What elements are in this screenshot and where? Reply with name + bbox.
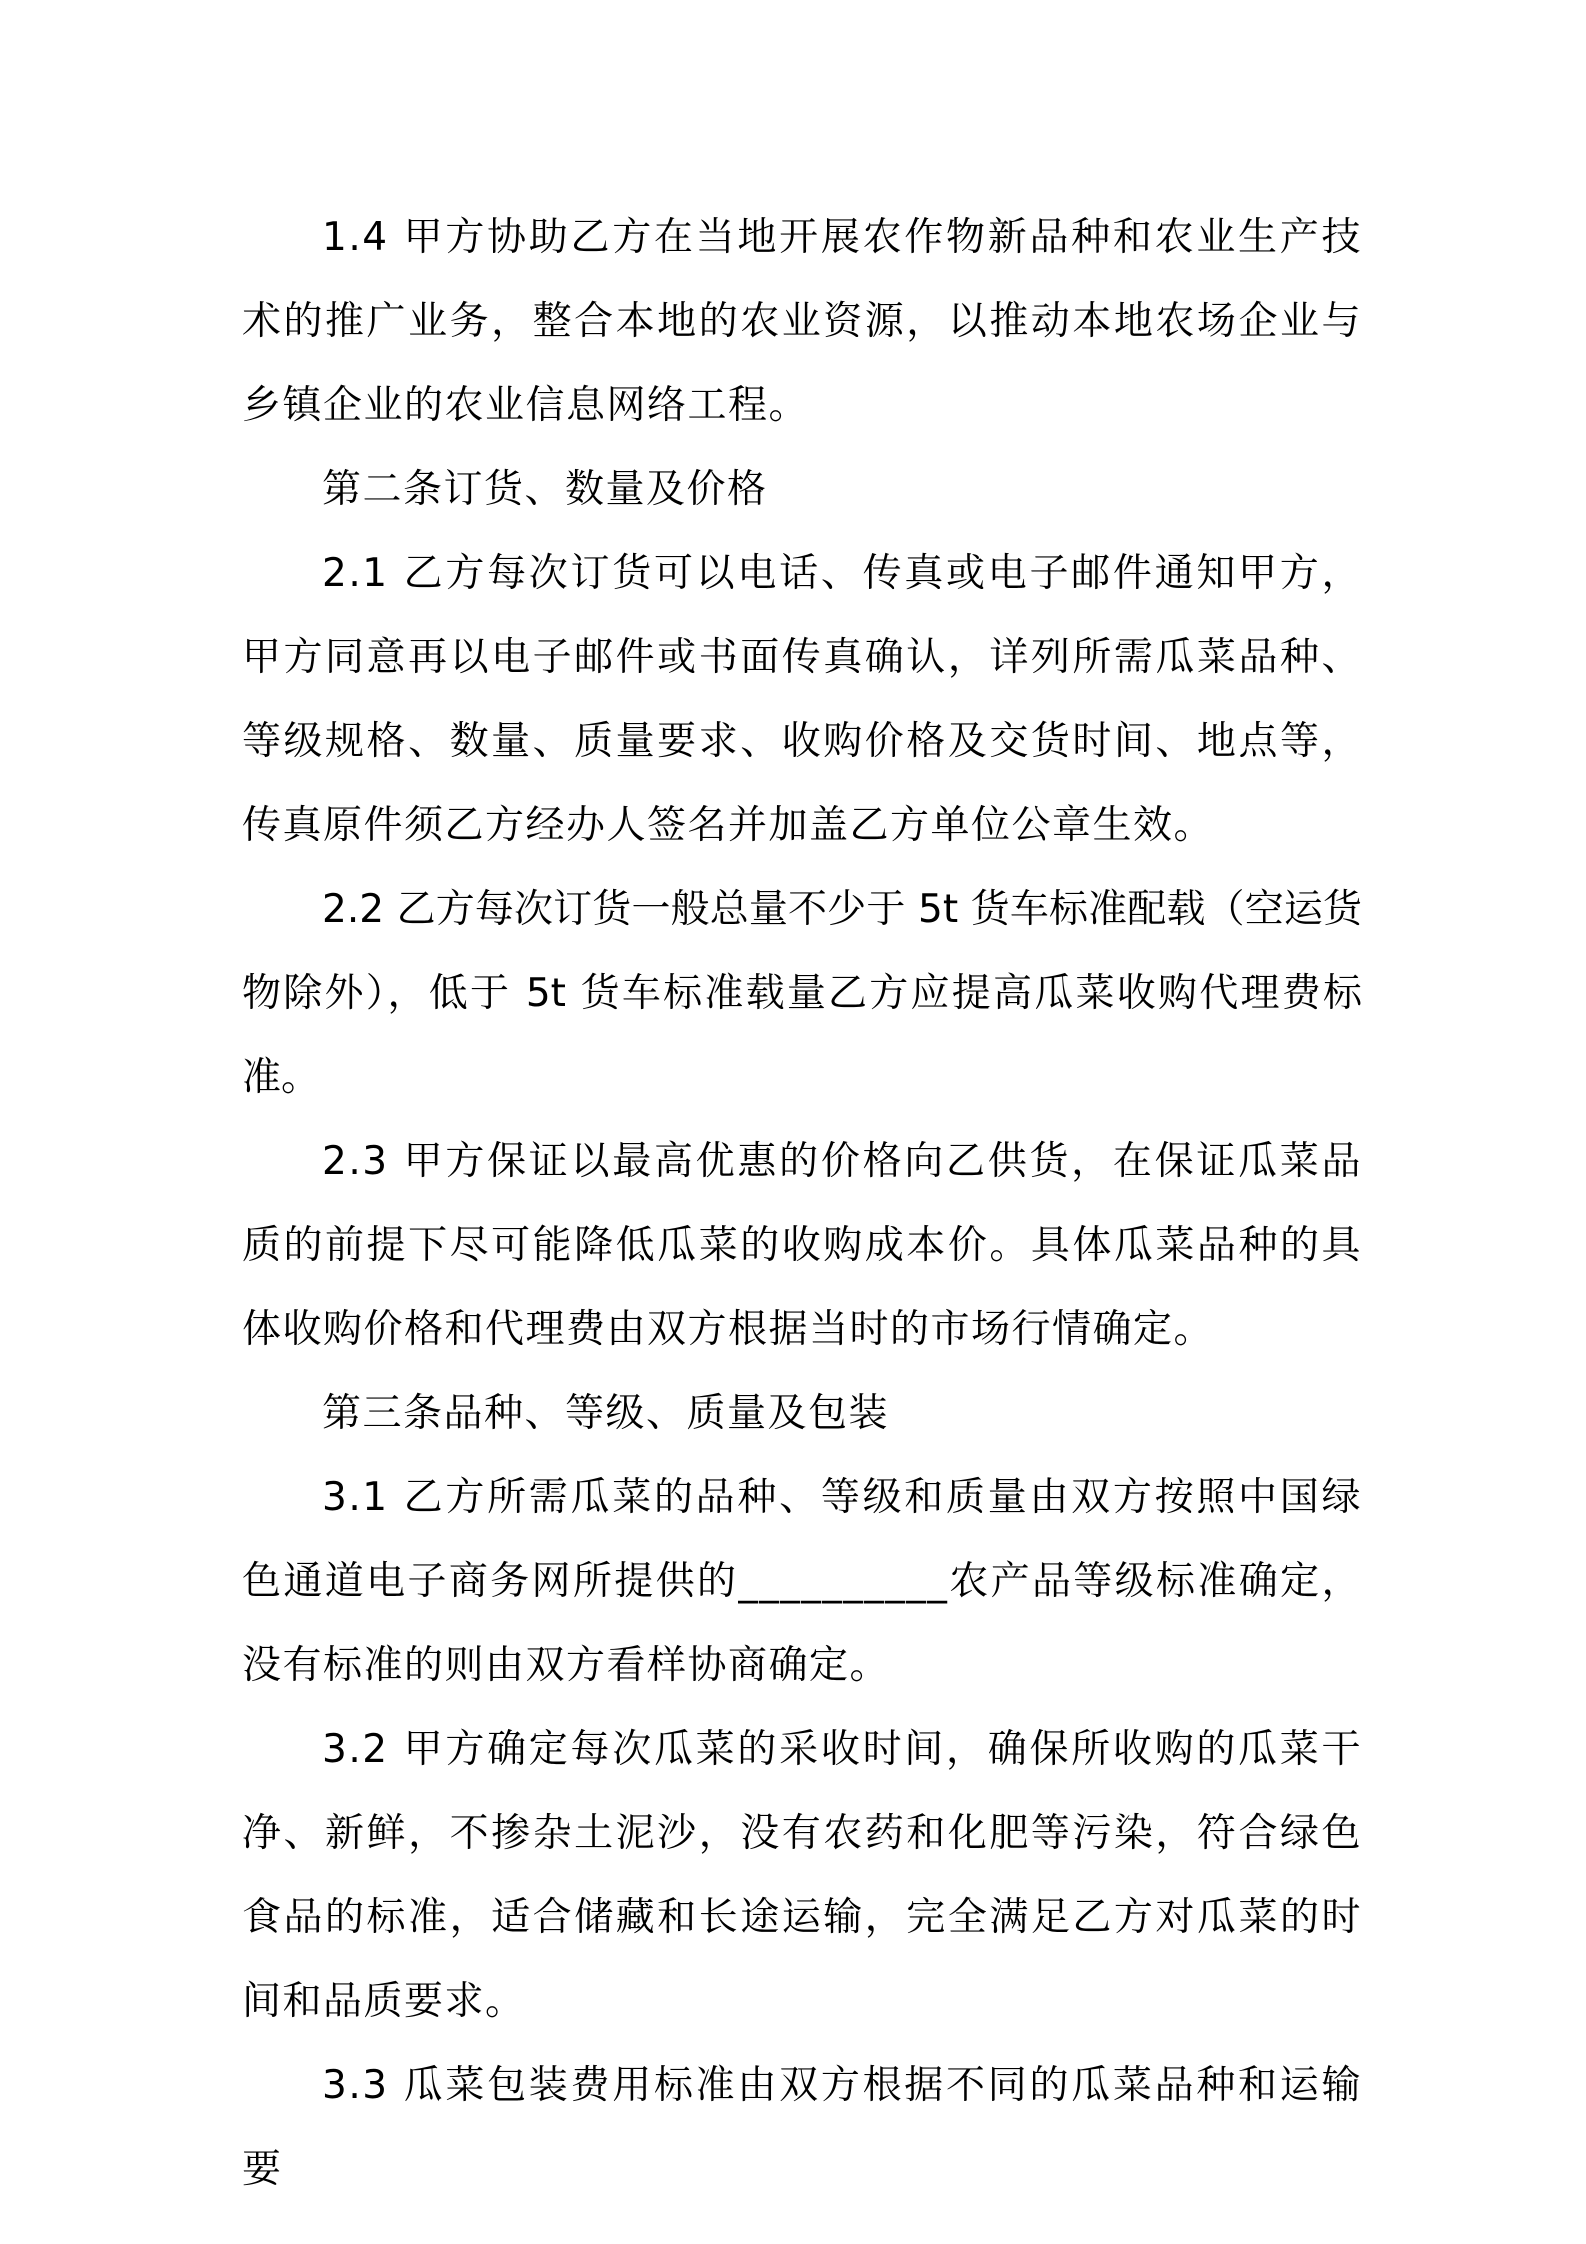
- clause-3-3-paragraph: 3.3 瓜菜包装费用标准由双方根据不同的瓜菜品种和运输要: [242, 2063, 1362, 2192]
- clause-1-4-paragraph: 1.4 甲方协助乙方在当地开展农作物新品种和农业生产技术的推广业务，整合本地的农业资源，以推动本地农场企业与乡镇企业的农业信息网络工程。: [242, 215, 1362, 428]
- clause-3-2-paragraph: 3.2 甲方确定每次瓜菜的采收时间，确保所收购的瓜菜干净、新鲜，不掺杂土泥沙，没有农药和化肥等污染，符合绿色食品的标准，适合储藏和长途运输，完全满足乙方对瓜菜的时间和品质要求。: [242, 1727, 1362, 2024]
- clause-3-1-paragraph: 3.1 乙方所需瓜菜的品种、等级和质量由双方按照中国绿色通道电子商务网所提供的__________农产品等级标准确定，没有标准的则由双方看样协商确定。: [242, 1475, 1362, 1688]
- article-3-heading: 第三条品种、等级、质量及包装: [322, 1391, 890, 1436]
- article-2-heading: 第二条订货、数量及价格: [322, 467, 768, 512]
- clause-2-1-paragraph: 2.1 乙方每次订货可以电话、传真或电子邮件通知甲方，甲方同意再以电子邮件或书面传真确认，详列所需瓜菜品种、等级规格、数量、质量要求、收购价格及交货时间、地点等，传真原件须乙方经办人签名并加盖乙方单位公章生效。: [242, 551, 1362, 848]
- clause-2-2-paragraph: 2.2 乙方每次订货一般总量不少于 5t 货车标准配载（空运货物除外），低于 5t 货车标准载量乙方应提高瓜菜收购代理费标准。: [242, 887, 1362, 1100]
- clause-2-3-paragraph: 2.3 甲方保证以最高优惠的价格向乙供货，在保证瓜菜品质的前提下尽可能降低瓜菜的收购成本价。具体瓜菜品种的具体收购价格和代理费由双方根据当时的市场行情确定。: [242, 1139, 1362, 1352]
- document-body: [242, 196, 1362, 2212]
